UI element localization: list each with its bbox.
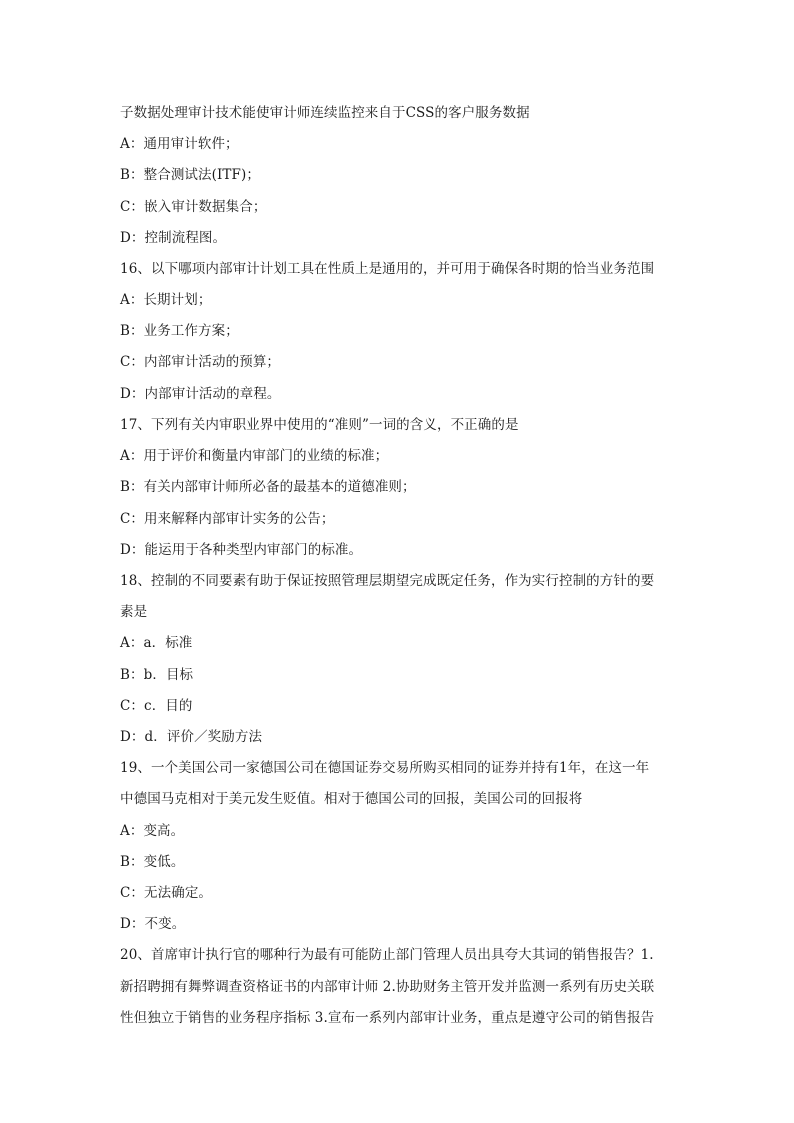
option-c: C：嵌入审计数据集合； bbox=[120, 199, 267, 215]
option-d: D：d．评价／奖励方法 bbox=[120, 729, 263, 745]
question-17: 17、下列有关内审职业界中使用的“准则”一词的含义，不正确的是 bbox=[120, 417, 519, 433]
question-20-cont: 性但独立于销售的业务程序指标 3.宣布一系列内部审计业务，重点是遵守公司的销售报告 bbox=[120, 1010, 655, 1026]
question-20: 20、首席审计执行官的哪种行为最有可能防止部门管理人员出具夸大其词的销售报告？1. bbox=[120, 947, 654, 963]
option-a: A：长期计划； bbox=[120, 292, 212, 308]
option-a: A：a．标准 bbox=[120, 635, 193, 651]
option-c: C：c．目的 bbox=[120, 698, 193, 714]
option-b: B：业务工作方案； bbox=[120, 323, 239, 339]
question-19: 19、一个美国公司一家德国公司在德国证券交易所购买相同的证券并持有1年，在这一年 bbox=[120, 760, 650, 776]
option-d: D：能运用于各种类型内审部门的标准。 bbox=[120, 542, 363, 558]
option-d: D：控制流程图。 bbox=[120, 230, 227, 246]
option-a: A：变高。 bbox=[120, 823, 185, 839]
option-d: D：不变。 bbox=[120, 916, 186, 932]
option-c: C：无法确定。 bbox=[120, 885, 213, 901]
option-b: B：b．目标 bbox=[120, 667, 194, 683]
question-20-cont: 新招聘拥有舞弊调查资格证书的内部审计师 2.协助财务主管开发并监测一系列有历史关联 bbox=[120, 979, 655, 995]
option-d: D：内部审计活动的章程。 bbox=[120, 386, 281, 402]
question-18-cont: 素是 bbox=[120, 604, 148, 620]
question-18: 18、控制的不同要素有助于保证按照管理层期望完成既定任务，作为实行控制的方针的要 bbox=[120, 573, 655, 589]
question-16: 16、以下哪项内部审计计划工具在性质上是通用的，并可用于确保各时期的恰当业务范围 bbox=[120, 261, 655, 277]
option-b: B：整合测试法(ITF)； bbox=[120, 167, 260, 183]
option-b: B：变低。 bbox=[120, 854, 185, 870]
option-a: A：通用审计软件； bbox=[120, 136, 239, 152]
question-19-cont: 中德国马克相对于美元发生贬值。相对于德国公司的回报，美国公司的回报将 bbox=[120, 791, 583, 807]
option-c: C：内部审计活动的预算； bbox=[120, 354, 281, 370]
option-c: C：用来解释内部审计实务的公告； bbox=[120, 511, 335, 527]
text-line: 子数据处理审计技术能使审计师连续监控来自于CSS的客户服务数据 bbox=[120, 105, 530, 121]
option-a: A：用于评价和衡量内审部门的业绩的标准； bbox=[120, 448, 389, 464]
option-b: B：有关内部审计师所必备的最基本的道德准则； bbox=[120, 479, 416, 495]
